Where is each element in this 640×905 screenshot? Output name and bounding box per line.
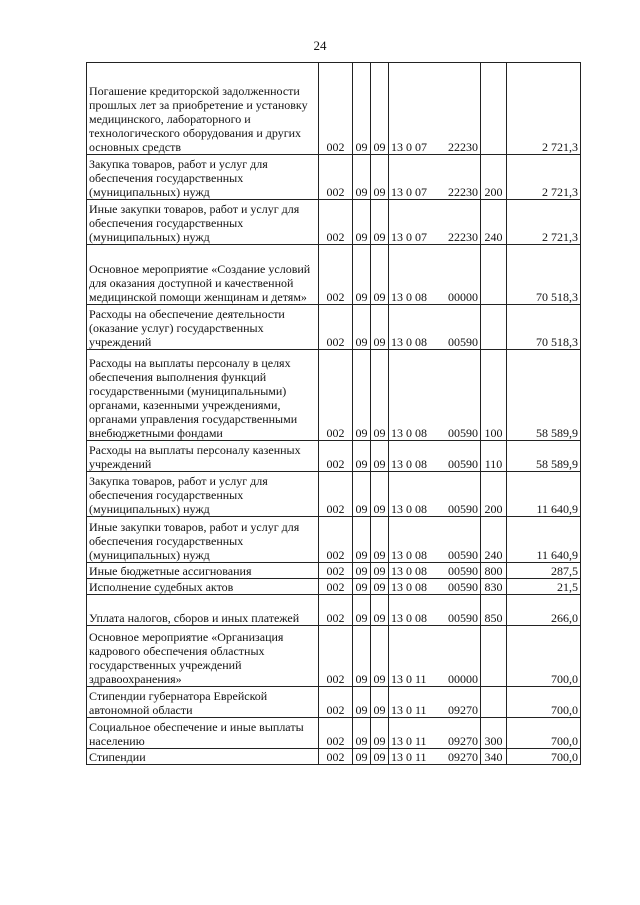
program-code: 13 0 08	[391, 457, 427, 471]
program-code: 13 0 11	[391, 750, 427, 764]
row-name-cell	[87, 579, 319, 595]
table-row	[87, 441, 581, 472]
item-code: 00000	[448, 672, 478, 686]
section-code: 09	[353, 563, 371, 579]
row-name: Иные бюджетные ассигнования	[89, 564, 252, 578]
ministry-code: 002	[319, 200, 353, 245]
target-article-cell	[389, 155, 481, 200]
amount: 700,0	[507, 626, 581, 687]
section-code: 09	[353, 579, 371, 595]
row-name-cell	[87, 63, 319, 155]
subsection-code: 09	[371, 595, 389, 626]
amount: 700,0	[507, 687, 581, 718]
item-code: 09270	[448, 703, 478, 717]
target-article-cell	[389, 305, 481, 350]
item-code: 22230	[448, 230, 478, 244]
program-code: 13 0 08	[391, 502, 427, 516]
item-code: 00590	[448, 564, 478, 578]
section-code: 09	[353, 718, 371, 749]
ministry-code: 002	[319, 579, 353, 595]
amount: 2 721,3	[507, 200, 581, 245]
subsection-code: 09	[371, 305, 389, 350]
expense-type-code	[481, 687, 507, 718]
section-code: 09	[353, 245, 371, 305]
subsection-code: 09	[371, 718, 389, 749]
expense-type-code: 830	[481, 579, 507, 595]
amount: 266,0	[507, 595, 581, 626]
table-row	[87, 350, 581, 441]
table-row	[87, 579, 581, 595]
amount: 70 518,3	[507, 305, 581, 350]
table-row	[87, 63, 581, 155]
target-article-cell	[389, 718, 481, 749]
table-row	[87, 718, 581, 749]
row-name-cell	[87, 517, 319, 563]
ministry-code: 002	[319, 718, 353, 749]
row-name-cell	[87, 563, 319, 579]
ministry-code: 002	[319, 626, 353, 687]
row-name: Иные закупки товаров, работ и услуг для обеспечения государственных (муниципальных) нужд	[89, 202, 300, 244]
row-name-cell	[87, 441, 319, 472]
ministry-code: 002	[319, 687, 353, 718]
amount: 58 589,9	[507, 350, 581, 441]
target-article-cell	[389, 517, 481, 563]
section-code: 09	[353, 63, 371, 155]
expense-type-code: 240	[481, 200, 507, 245]
expense-type-code	[481, 245, 507, 305]
row-name: Закупка товаров, работ и услуг для обеспечения государственных (муниципальных) нужд	[89, 474, 268, 516]
item-code: 09270	[448, 750, 478, 764]
subsection-code: 09	[371, 155, 389, 200]
subsection-code: 09	[371, 200, 389, 245]
section-code: 09	[353, 687, 371, 718]
target-article-cell	[389, 595, 481, 626]
target-article-cell	[389, 749, 481, 765]
row-name: Иные закупки товаров, работ и услуг для обеспечения государственных (муниципальных) нужд	[89, 520, 300, 562]
section-code: 09	[353, 472, 371, 517]
program-code: 13 0 08	[391, 335, 427, 349]
row-name: Расходы на обеспечение деятельности (оказание услуг) государственных учреждений	[89, 307, 285, 349]
row-name: Расходы на выплаты персоналу в целях обеспечения выполнения функций государственными (муниципальными) органами, казенными учреждениями, органами управления государственными внебюджетными фондами	[89, 356, 298, 440]
item-code: 00590	[448, 548, 478, 562]
row-name-cell	[87, 687, 319, 718]
expense-type-code: 240	[481, 517, 507, 563]
subsection-code: 09	[371, 472, 389, 517]
expense-type-code: 200	[481, 472, 507, 517]
row-name: Закупка товаров, работ и услуг для обеспечения государственных (муниципальных) нужд	[89, 157, 268, 199]
section-code: 09	[353, 517, 371, 563]
subsection-code: 09	[371, 749, 389, 765]
subsection-code: 09	[371, 245, 389, 305]
row-name-cell	[87, 749, 319, 765]
row-name-cell	[87, 626, 319, 687]
row-name-cell	[87, 155, 319, 200]
subsection-code: 09	[371, 63, 389, 155]
table-row	[87, 200, 581, 245]
amount: 58 589,9	[507, 441, 581, 472]
expense-type-code: 340	[481, 749, 507, 765]
row-name-cell	[87, 245, 319, 305]
subsection-code: 09	[371, 441, 389, 472]
section-code: 09	[353, 595, 371, 626]
target-article-cell	[389, 626, 481, 687]
program-code: 13 0 08	[391, 548, 427, 562]
row-name: Основное мероприятие «Организация кадрового обеспечения областных государственных учреждений здравоохранения»	[89, 630, 284, 686]
item-code: 00590	[448, 611, 478, 625]
program-code: 13 0 08	[391, 426, 427, 440]
subsection-code: 09	[371, 626, 389, 687]
target-article-cell	[389, 579, 481, 595]
program-code: 13 0 11	[391, 703, 427, 717]
item-code: 00590	[448, 426, 478, 440]
amount: 700,0	[507, 749, 581, 765]
ministry-code: 002	[319, 305, 353, 350]
row-name-cell	[87, 305, 319, 350]
ministry-code: 002	[319, 472, 353, 517]
ministry-code: 002	[319, 441, 353, 472]
expense-type-code: 200	[481, 155, 507, 200]
ministry-code: 002	[319, 350, 353, 441]
row-name: Уплата налогов, сборов и иных платежей	[89, 611, 300, 625]
row-name: Стипендии губернатора Еврейской автономной области	[89, 689, 268, 717]
row-name: Основное мероприятие «Создание условий для оказания доступной и качественной медицинской помощи женщинам и детям»	[89, 262, 311, 304]
row-name-cell	[87, 718, 319, 749]
amount: 70 518,3	[507, 245, 581, 305]
row-name: Исполнение судебных актов	[89, 580, 234, 594]
expense-type-code: 110	[481, 441, 507, 472]
table-row	[87, 155, 581, 200]
target-article-cell	[389, 63, 481, 155]
section-code: 09	[353, 441, 371, 472]
budget-table-body	[87, 63, 581, 765]
section-code: 09	[353, 626, 371, 687]
item-code: 22230	[448, 185, 478, 199]
table-row	[87, 517, 581, 563]
row-name-cell	[87, 595, 319, 626]
table-row	[87, 472, 581, 517]
target-article-cell	[389, 200, 481, 245]
table-row	[87, 305, 581, 350]
expense-type-code: 300	[481, 718, 507, 749]
table-row	[87, 595, 581, 626]
table-row	[87, 626, 581, 687]
item-code: 22230	[448, 140, 478, 154]
program-code: 13 0 07	[391, 230, 427, 244]
row-name-cell	[87, 200, 319, 245]
table-row	[87, 563, 581, 579]
program-code: 13 0 11	[391, 734, 427, 748]
section-code: 09	[353, 200, 371, 245]
section-code: 09	[353, 749, 371, 765]
amount: 11 640,9	[507, 517, 581, 563]
target-article-cell	[389, 472, 481, 517]
item-code: 09270	[448, 734, 478, 748]
program-code: 13 0 08	[391, 580, 427, 594]
amount: 287,5	[507, 563, 581, 579]
item-code: 00590	[448, 502, 478, 516]
amount: 700,0	[507, 718, 581, 749]
item-code: 00590	[448, 335, 478, 349]
target-article-cell	[389, 563, 481, 579]
target-article-cell	[389, 350, 481, 441]
amount: 2 721,3	[507, 63, 581, 155]
section-code: 09	[353, 350, 371, 441]
expense-type-code: 850	[481, 595, 507, 626]
expense-type-code: 100	[481, 350, 507, 441]
expense-type-code: 800	[481, 563, 507, 579]
section-code: 09	[353, 305, 371, 350]
expense-type-code	[481, 305, 507, 350]
amount: 21,5	[507, 579, 581, 595]
item-code: 00590	[448, 580, 478, 594]
row-name: Социальное обеспечение и иные выплаты населению	[89, 720, 304, 748]
program-code: 13 0 07	[391, 185, 427, 199]
amount: 11 640,9	[507, 472, 581, 517]
ministry-code: 002	[319, 563, 353, 579]
expense-type-code	[481, 626, 507, 687]
subsection-code: 09	[371, 687, 389, 718]
section-code: 09	[353, 155, 371, 200]
row-name: Погашение кредиторской задолженности прошлых лет за приобретение и установку медицинского, лабораторного и технологического оборудования и других основных средств	[89, 84, 308, 154]
budget-table	[86, 62, 581, 765]
row-name: Расходы на выплаты персоналу казенных учреждений	[89, 443, 301, 471]
program-code: 13 0 11	[391, 672, 427, 686]
page-number: 24	[313, 38, 327, 53]
target-article-cell	[389, 441, 481, 472]
program-code: 13 0 07	[391, 140, 427, 154]
row-name-cell	[87, 472, 319, 517]
item-code: 00000	[448, 290, 478, 304]
subsection-code: 09	[371, 350, 389, 441]
table-row	[87, 245, 581, 305]
ministry-code: 002	[319, 517, 353, 563]
ministry-code: 002	[319, 749, 353, 765]
subsection-code: 09	[371, 579, 389, 595]
ministry-code: 002	[319, 595, 353, 626]
table-row	[87, 687, 581, 718]
program-code: 13 0 08	[391, 290, 427, 304]
item-code: 00590	[448, 457, 478, 471]
expense-type-code	[481, 63, 507, 155]
program-code: 13 0 08	[391, 564, 427, 578]
subsection-code: 09	[371, 517, 389, 563]
ministry-code: 002	[319, 245, 353, 305]
target-article-cell	[389, 687, 481, 718]
amount: 2 721,3	[507, 155, 581, 200]
program-code: 13 0 08	[391, 611, 427, 625]
row-name-cell	[87, 350, 319, 441]
ministry-code: 002	[319, 63, 353, 155]
target-article-cell	[389, 245, 481, 305]
ministry-code: 002	[319, 155, 353, 200]
table-row	[87, 749, 581, 765]
subsection-code: 09	[371, 563, 389, 579]
row-name: Стипендии	[89, 750, 146, 764]
